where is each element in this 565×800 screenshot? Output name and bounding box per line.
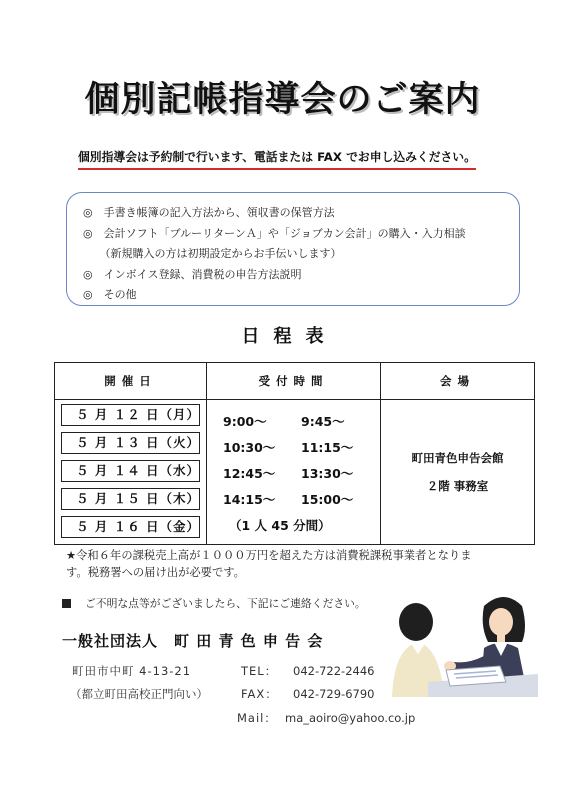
table-row xyxy=(55,400,535,545)
time-slot: 9:45～ xyxy=(301,414,345,429)
time-slot: 11:15～ xyxy=(301,440,354,455)
topic-item: ◎ その他 xyxy=(83,288,137,301)
header-venue: 会場 xyxy=(381,363,535,400)
header-time: 受付時間 xyxy=(207,363,381,400)
address-note: （都立町田高校正門向い） xyxy=(70,687,208,701)
time-slot: 15:00～ xyxy=(301,492,354,507)
contact-prompt-line xyxy=(62,596,366,611)
fax-number: 042-729-6790 xyxy=(293,687,375,701)
time-cell xyxy=(207,400,381,545)
time-slot-row xyxy=(223,464,380,490)
phone-line xyxy=(241,663,374,679)
time-slot: 13:30～ xyxy=(301,466,354,481)
tax-footnote: ★令和６年の課税売上高が１０００万円を超えた方は消費税課税事業者となります。税務署への届け出が必要です。 xyxy=(66,549,472,579)
email-address: ma_aoiro@yahoo.co.jp xyxy=(285,711,416,725)
topics-box xyxy=(66,192,520,306)
email-label: Mail： xyxy=(237,711,277,725)
topic-item: ◎ 手書き帳簿の記入方法から、領収書の保管方法 xyxy=(83,206,335,219)
consultation-illustration xyxy=(388,582,538,697)
date-entry: ５ 月 １３ 日（火） xyxy=(61,432,200,454)
organization-name: 一般社団法人 町 田 青 色 申 告 会 xyxy=(62,632,324,650)
session-length-note: （1 人 45 分間） xyxy=(229,518,331,533)
schedule-title: 日程表 xyxy=(241,326,338,347)
venue-cell xyxy=(381,400,535,545)
date-entry: ５ 月 １５ 日（木） xyxy=(61,488,200,510)
schedule-table xyxy=(54,362,535,545)
venue-room: ２階 事務室 xyxy=(426,479,489,493)
square-bullet-icon xyxy=(62,599,71,608)
date-entry: ５ 月 １２ 日（月） xyxy=(61,404,200,426)
time-slot: 9:00～ xyxy=(223,414,267,429)
topic-item-note: （新規購入の方は初期設定からお手伝いします） xyxy=(83,247,342,260)
date-entry: ５ 月 １４ 日（水） xyxy=(61,460,200,482)
fax-line xyxy=(241,686,374,702)
time-slot-row xyxy=(223,490,380,516)
reservation-notice: 個別指導会は予約制で行います、電話または FAX でお申し込みください。 xyxy=(78,148,476,170)
date-entry: ５ 月 １６ 日（金） xyxy=(61,516,200,538)
fax-label: FAX： xyxy=(241,687,278,701)
time-slot-row xyxy=(223,438,380,464)
header-date: 開催日 xyxy=(55,363,207,400)
topic-item: ◎ インボイス登録、消費税の申告方法説明 xyxy=(83,268,302,281)
address: 町田市中町 4-13-21 xyxy=(72,664,192,678)
phone-number: 042-722-2446 xyxy=(293,664,375,678)
time-slot: 14:15～ xyxy=(223,492,276,507)
time-slot-row xyxy=(223,412,380,438)
email-line xyxy=(237,710,415,726)
time-slot: 10:30～ xyxy=(223,440,276,455)
contact-prompt: ご不明な点等がございましたら、下記にご連絡ください。 xyxy=(85,597,366,610)
topic-item: ◎ 会計ソフト「ブルーリターンＡ」や「ジョブカン会計」の購入・入力相談 xyxy=(83,227,466,240)
date-cell xyxy=(55,400,207,545)
venue-name: 町田青色申告会館 xyxy=(411,451,504,465)
time-slot: 12:45～ xyxy=(223,466,276,481)
table-header-row xyxy=(55,363,535,400)
phone-label: TEL： xyxy=(241,664,278,678)
page-title: 個別記帳指導会のご案内 xyxy=(84,80,481,120)
